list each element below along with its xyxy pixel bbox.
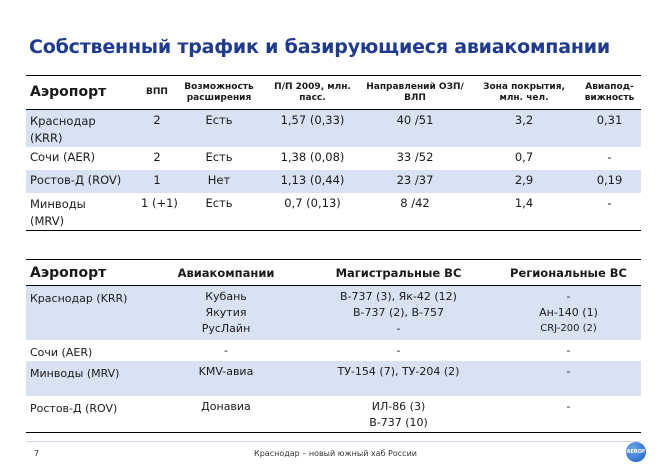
table-header-row bbox=[26, 76, 641, 110]
table-cell: 8 /42 bbox=[360, 193, 470, 231]
fleet-entry: - bbox=[396, 322, 401, 335]
fleet-entry: B-737 (10) bbox=[369, 415, 428, 429]
airport-cell: Ростов-Д (ROV) bbox=[26, 170, 141, 193]
footer-caption: Краснодар – новый южный хаб России bbox=[254, 449, 417, 458]
airport-cell: Сочи (AER) bbox=[30, 150, 96, 164]
fleet-entry: - bbox=[566, 290, 571, 303]
table-cell: 2,9 bbox=[470, 170, 578, 193]
table-cell: 1,4 bbox=[470, 193, 578, 231]
fleet-entry: B-737 (3), Як-42 (12) bbox=[340, 290, 457, 303]
footer-divider bbox=[26, 441, 641, 442]
regional-cell: - bbox=[566, 343, 571, 357]
airline-name: Якутия bbox=[205, 306, 247, 319]
table-cell: - bbox=[578, 193, 641, 231]
airport-cell: Минводы (MRV) bbox=[26, 361, 151, 396]
table-cell: 3,2 bbox=[470, 110, 578, 148]
mainline-cell bbox=[301, 286, 496, 340]
fleet-entry: ИЛ-86 (3) bbox=[371, 399, 426, 413]
table-cell: 0,19 bbox=[578, 170, 641, 193]
column-header-runways: ВПП bbox=[141, 76, 173, 110]
fleet-entry: CRJ-200 (2) bbox=[540, 323, 597, 334]
regional-cell: - bbox=[496, 361, 641, 396]
table-cell: 2 bbox=[141, 110, 173, 148]
column-header-expansion: Возможность расширения bbox=[173, 76, 265, 110]
table-header-row bbox=[26, 260, 641, 286]
table-cell: 1 (+1) bbox=[141, 193, 173, 231]
table-cell: 1,57 (0,33) bbox=[265, 110, 360, 148]
airlines-cell bbox=[151, 286, 301, 340]
airport-cell: Краснодар (KRR) bbox=[26, 286, 151, 340]
table-cell: - bbox=[607, 150, 612, 164]
column-header-airport: Аэропорт bbox=[26, 76, 141, 110]
column-header-routes: Направлений ОЗП/ВЛП bbox=[360, 76, 470, 110]
airlines-fleet-table bbox=[26, 259, 641, 433]
table-row bbox=[26, 170, 641, 193]
airport-cell bbox=[26, 193, 141, 231]
fleet-entry: B-737 (2), B-757 bbox=[352, 306, 445, 319]
column-header-mobility: Авиапод-вижность bbox=[578, 76, 641, 110]
airlines-cell: KMV-авиа bbox=[151, 361, 301, 396]
table-cell: 0,31 bbox=[578, 110, 641, 148]
table-cell: Нет bbox=[173, 170, 265, 193]
airport-name: Краснодар (KRR) bbox=[30, 114, 96, 145]
mainline-cell: ТУ-154 (7), ТУ-204 (2) bbox=[301, 361, 496, 396]
table-cell: 1,38 (0,08) bbox=[280, 150, 345, 164]
airport-capacity-table bbox=[26, 75, 641, 231]
regional-cell: - bbox=[496, 396, 641, 433]
table-cell: 2 bbox=[153, 150, 161, 164]
table-cell: Есть bbox=[205, 150, 233, 164]
table-cell: 40 /51 bbox=[360, 110, 470, 148]
airport-name: Минводы (MRV) bbox=[30, 197, 86, 228]
table-cell: 23 /37 bbox=[360, 170, 470, 193]
table-cell: 33 /52 bbox=[396, 150, 434, 164]
table-row bbox=[26, 361, 641, 396]
page-number: 7 bbox=[34, 449, 40, 458]
table-cell: Есть bbox=[173, 110, 265, 148]
airport-cell: Ростов-Д (ROV) bbox=[26, 396, 151, 433]
table-row bbox=[26, 147, 641, 170]
column-header-airlines: Авиакомпании bbox=[151, 260, 301, 286]
fleet-entry: Ан-140 (1) bbox=[539, 306, 598, 319]
airlines-cell: Донавиа bbox=[151, 396, 301, 433]
airport-cell bbox=[26, 110, 141, 148]
table-row bbox=[26, 286, 641, 340]
table-cell: 1,13 (0,44) bbox=[265, 170, 360, 193]
column-header-mainline-aircraft: Магистральные ВС bbox=[301, 260, 496, 286]
regional-cell bbox=[496, 286, 641, 340]
airport-cell: Сочи (AER) bbox=[30, 345, 93, 359]
table-cell: 1 bbox=[141, 170, 173, 193]
column-header-airport: Аэропорт bbox=[26, 260, 151, 286]
table-cell: Есть bbox=[173, 193, 265, 231]
airlines-cell: - bbox=[224, 343, 228, 357]
company-logo: AEROF bbox=[626, 442, 646, 462]
airline-name: Кубань bbox=[205, 290, 247, 303]
column-header-coverage: Зона покрытия, млн. чел. bbox=[470, 76, 578, 110]
mainline-cell: - bbox=[396, 343, 401, 357]
column-header-regional-aircraft: Региональные ВС bbox=[496, 260, 641, 286]
column-header-passengers: П/П 2009, млн. пасс. bbox=[265, 76, 360, 110]
table-row bbox=[26, 193, 641, 231]
airline-name: РусЛайн bbox=[201, 322, 251, 335]
table-cell: 0,7 (0,13) bbox=[265, 193, 360, 231]
table-row bbox=[26, 110, 641, 148]
mainline-cell bbox=[301, 396, 496, 433]
table-row bbox=[26, 340, 641, 361]
page-title: Собственный трафик и базирующиеся авиакомпании bbox=[29, 36, 610, 58]
table-row bbox=[26, 396, 641, 433]
table-cell: 0,7 bbox=[514, 150, 534, 164]
